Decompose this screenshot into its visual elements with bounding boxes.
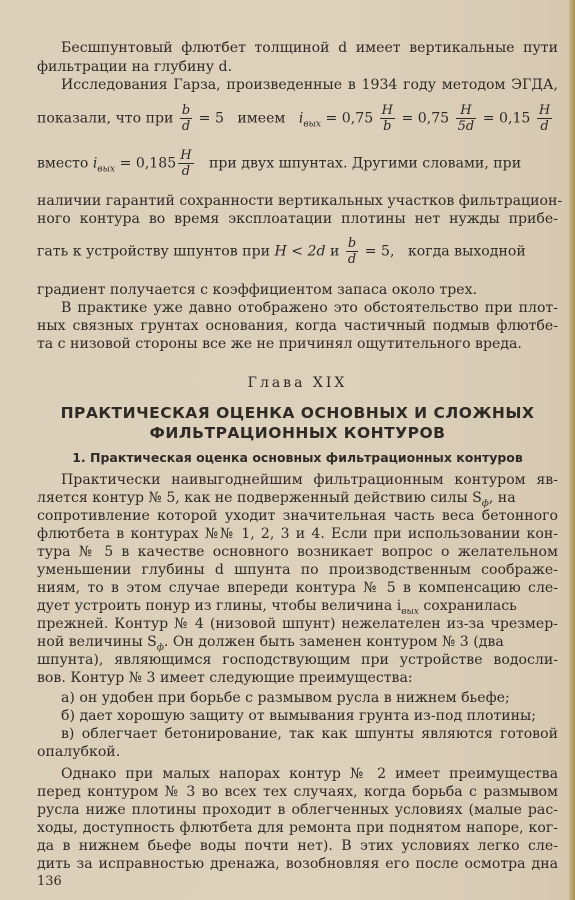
formula-line (37, 103, 558, 134)
formula-text: имеем (237, 110, 286, 127)
formula-text: = 0,185 (119, 155, 177, 172)
text-span: ляется контур № 5, как не подверженный действию силы S (37, 490, 482, 506)
text-line (37, 490, 558, 509)
subscript: ф (481, 498, 489, 509)
fraction: $\frac{b}{d}$ (181, 103, 191, 134)
text-span: сохранилась (423, 598, 517, 614)
fraction: $\frac{H}{b}$ (381, 103, 393, 134)
formula-text: при двух шпунтах. Другими словами, при (209, 155, 522, 172)
text-line: В практике уже давно отображено это обстоятельство при плот- (61, 300, 558, 316)
formula-line (37, 148, 558, 179)
text-line: сопротивление которой уходит значительная часть веса бетонного (37, 508, 558, 524)
formula-text: = 0,15 (482, 110, 531, 127)
text-line: да в нижнем бьефе воды почти нет). В этих условиях легко сле- (37, 838, 558, 854)
formula-text: H < 2d (274, 243, 326, 260)
text-line (37, 598, 558, 617)
list-item: а) он удобен при борьбе с размывом русла в нижнем бьефе; (61, 690, 510, 706)
text-span: дует устроить понур из глины, чтобы величина i (37, 598, 402, 614)
text-line: прежней. Контур № 4 (низовой шпунт) нежелателен из-за чрезмер- (37, 616, 558, 632)
formula-text: = 0,75 (401, 110, 450, 127)
text-line: Исследования Гарза, произведенные в 1934 году методом ЭГДА, (61, 77, 558, 93)
text-line: та с низовой стороны все же не причинял ощутительного вреда. (37, 336, 522, 352)
list-item: в) облегчает бетонирование, так как шпунты являются готовой (61, 726, 558, 742)
text-line (37, 634, 558, 653)
formula-text: и (330, 243, 340, 260)
formula-text: показали, что при (37, 110, 174, 127)
subscript: вых (97, 164, 116, 175)
text-line: ного контура во время эксплоатации плотины нет нужды прибе- (37, 211, 558, 227)
fraction: $\frac{H}{d}$ (180, 148, 192, 179)
text-line: уменьшении глубины d шпунта по производственным соображе- (37, 562, 558, 578)
formula-text: = 5 (198, 110, 224, 127)
variable: i (92, 155, 98, 172)
text-line: градиент получается с коэффициентом запаса около трех. (37, 282, 478, 298)
fraction: $\frac{H}{5d}$ (457, 103, 475, 134)
page-number: 136 (37, 874, 62, 889)
text-line: Практически наивыгоднейшим фильтрационным контуром яв- (61, 472, 558, 488)
text-line: ных связных грунтах основания, когда частичный подмыв флютбе- (37, 318, 558, 334)
chapter-title: ПРАКТИЧЕСКАЯ ОЦЕНКА ОСНОВНЫХ И СЛОЖНЫХ (60, 404, 535, 422)
text-line: Бесшпунтовый флютбет толщиной d имеет вертикальные пути (61, 40, 558, 56)
subscript: вых (303, 119, 322, 130)
text-span: . Он должен быть заменен контуром № 3 (два (163, 634, 504, 650)
text-line: ходы, доступность флютбета для ремонта при поднятом напоре, ког- (37, 820, 558, 836)
text-line: фильтрации на глубину d. (37, 59, 233, 75)
text-line: флютбета в контурах №№ 1, 2, 3 и 4. Если при использовании кон- (37, 526, 558, 542)
text-line: вов. Контур № 3 имеет следующие преимущества: (37, 670, 413, 686)
formula-text: вместо (37, 155, 89, 172)
text-span: , на (488, 490, 516, 506)
text-line: тура № 5 в качестве основного возникает вопрос о желательном (37, 544, 558, 560)
section-heading: 1. Практическая оценка основных фильтрационных контуров (72, 450, 523, 465)
text-line: Однако при малых напорах контур № 2 имеет преимущества (61, 766, 558, 782)
list-item: б) дает хорошую защиту от вымывания грунта из-под плотины; (61, 708, 537, 724)
text-line: дить за исправностью дренажа, возобновляя его после осмотра дна (37, 856, 558, 872)
text-line: шпунта), являющимся господствующим при устройстве водосли- (37, 652, 558, 668)
text-line: наличии гарантий сохранности вертикальных участков фильтрацион- (37, 193, 563, 209)
chapter-title: ФИЛЬТРАЦИОННЫХ КОНТУРОВ (149, 424, 446, 442)
text-span: ной величины S (37, 634, 157, 650)
formula-text: = 5, (364, 243, 395, 260)
formula-text: когда выходной (407, 243, 526, 260)
fraction: $\frac{b}{d}$ (347, 236, 357, 267)
text-line: ниям, то в этом случае впереди контура № 5 в компенсацию сле- (37, 580, 558, 596)
formula-text: = 0,75 (325, 110, 374, 127)
formula-text: гать к устройству шпунтов при (37, 243, 270, 260)
formula-line (37, 236, 558, 267)
fraction: $\frac{H}{d}$ (538, 103, 551, 134)
page-edge (569, 0, 575, 900)
text-line: опалубкой. (37, 744, 121, 760)
variable: i (298, 110, 304, 127)
text-line: перед контуром № 3 во всех тех случаях, когда борьба с размывом (37, 784, 558, 800)
text-line: русла ниже плотины проходит в облегченных условиях (малые рас- (37, 802, 558, 818)
subscript: ф (156, 642, 164, 653)
chapter-heading: Глава XIX (247, 375, 348, 391)
subscript: вых (401, 606, 419, 617)
